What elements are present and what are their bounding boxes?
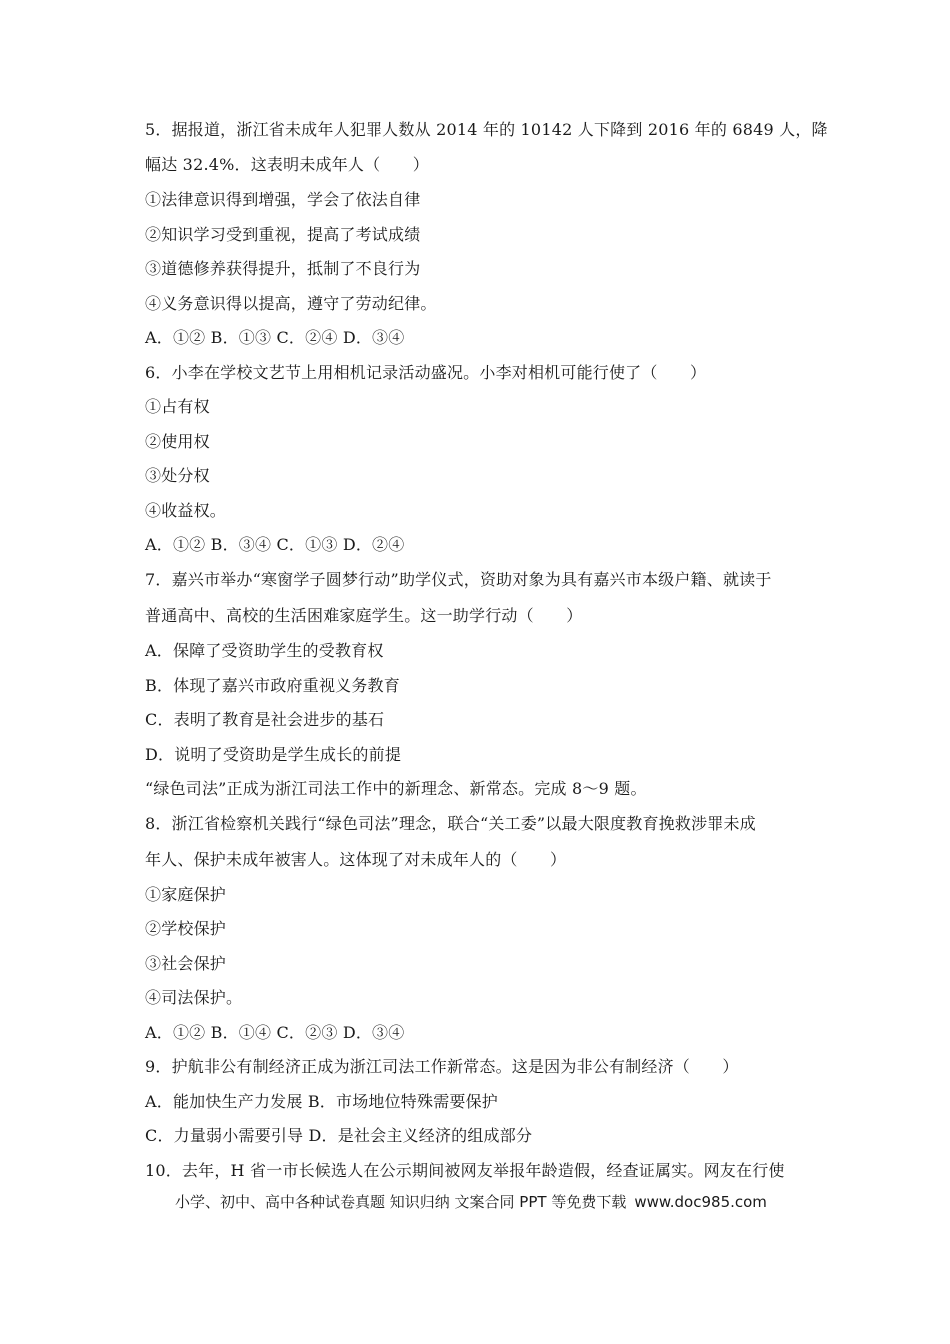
q5-stem-line-1: 5．据报道，浙江省未成年人犯罪人数从 2014 年的 10142 人下降到 2016 年的 6849 人，降 (145, 120, 828, 139)
q7-stem-line-2: 普通高中、高校的生活困难家庭学生。这一助学行动（ ） (145, 606, 583, 625)
q9-choices-cd: C．力量弱小需要引导 D．是社会主义经济的组成部分 (145, 1126, 533, 1145)
q8-option-3: ③社会保护 (145, 954, 227, 973)
q6-option-1: ①占有权 (145, 397, 210, 416)
q8-stem-line-2: 年人、保护未成年被害人。这体现了对未成年人的（ ） (145, 850, 567, 869)
q7-stem-line-1: 7．嘉兴市举办“寒窗学子圆梦行动”助学仪式，资助对象为具有嘉兴市本级户籍、就读于 (145, 570, 772, 589)
q6-option-3: ③处分权 (145, 466, 210, 485)
q8-option-2: ②学校保护 (145, 919, 227, 938)
q8-stem-line-1: 8．浙江省检察机关践行“绿色司法”理念，联合“关工委”以最大限度教育挽救涉罪未成 (145, 814, 756, 833)
q5-stem-line-2: 幅达 32.4%．这表明未成年人（ ） (145, 155, 429, 174)
section-intro: “绿色司法”正成为浙江司法工作中的新理念、新常态。完成 8～9 题。 (145, 779, 647, 798)
page-footer (175, 1192, 767, 1212)
q6-option-4: ④收益权。 (145, 501, 227, 520)
q9-choices-ab: A．能加快生产力发展 B．市场地位特殊需要保护 (145, 1092, 498, 1111)
q6-answers: A．①② B．③④ C．①③ D．②④ (145, 535, 405, 554)
q7-choice-a: A．保障了受资助学生的受教育权 (145, 641, 384, 660)
q8-option-4: ④司法保护。 (145, 988, 243, 1007)
q7-choice-b: B．体现了嘉兴市政府重视义务教育 (145, 676, 400, 695)
q9-stem: 9．护航非公有制经济正成为浙江司法工作新常态。这是因为非公有制经济（ ） (145, 1057, 739, 1076)
q5-answers: A．①② B．①③ C．②④ D．③④ (145, 328, 405, 347)
q7-choice-c: C．表明了教育是社会进步的基石 (145, 710, 385, 729)
q8-option-1: ①家庭保护 (145, 885, 227, 904)
q7-choice-d: D．说明了受资助是学生成长的前提 (145, 745, 402, 764)
q6-option-2: ②使用权 (145, 432, 210, 451)
q5-option-1: ①法律意识得到增强，学会了依法自律 (145, 190, 421, 209)
q5-option-3: ③道德修养获得提升，抵制了不良行为 (145, 259, 421, 278)
q6-stem: 6．小李在学校文艺节上用相机记录活动盛况。小李对相机可能行使了（ ） (145, 363, 707, 382)
q8-answers: A．①② B．①④ C．②③ D．③④ (145, 1023, 405, 1042)
footer-text: 小学、初中、高中各种试卷真题 知识归纳 文案合同 PPT 等免费下载 (175, 1193, 627, 1211)
q10-stem-line-1: 10．去年，H 省一市长候选人在公示期间被网友举报年龄造假，经查证属实。网友在行使 (145, 1161, 785, 1180)
q5-option-2: ②知识学习受到重视，提高了考试成绩 (145, 225, 421, 244)
q5-option-4: ④义务意识得以提高，遵守了劳动纪律。 (145, 294, 437, 313)
footer-link[interactable]: www.doc985.com (634, 1193, 767, 1211)
